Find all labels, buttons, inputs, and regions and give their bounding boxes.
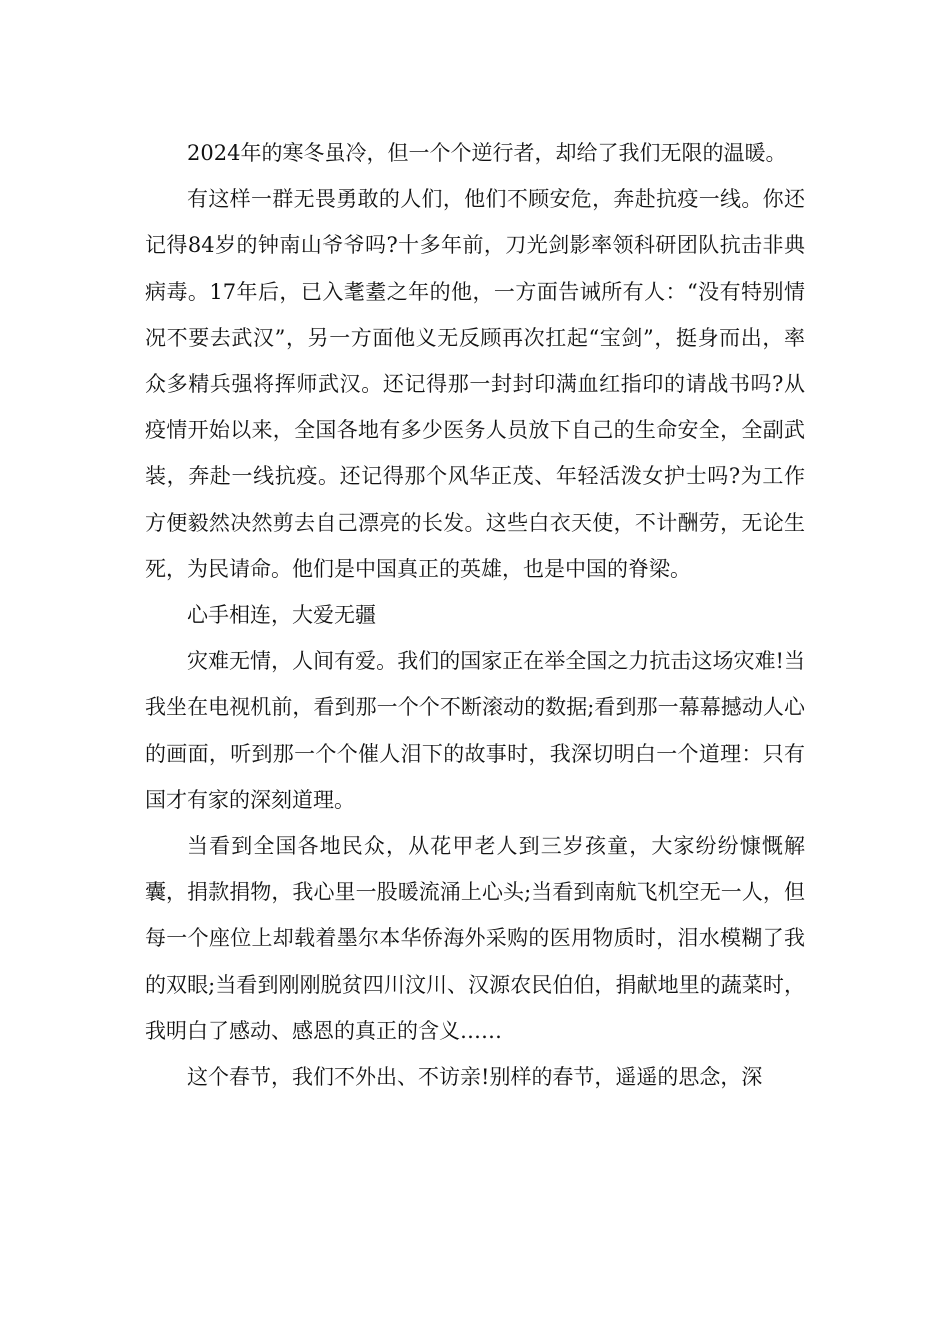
paragraph-spring-festival: 这个春节，我们不外出、不访亲!别样的春节，遥遥的思念，深: [187, 1065, 763, 1090]
document-body: [145, 130, 805, 1100]
paragraph-donations: 当看到全国各地民众，从花甲老人到三岁孩童，大家纷纷慷慨解囊，捐款捐物，我心里一股暖流涌上心头;当看到南航飞机空无一人，但每一个座位上却载着墨尔本华侨海外采购的医用物质时，泪水模糊了我的双眼;当看到刚刚脱贫四川汶川、汉源农民伯伯，捐献地里的蔬菜时，我明白了感动、感恩的真正的含义……: [145, 834, 805, 1043]
paragraph-heroes: 有这样一群无畏勇敢的人们，他们不顾安危，奔赴抗疫一线。你还记得84岁的钟南山爷爷吗?十多年前，刀光剑影率领科研团队抗击非典病毒。17年后，已入耄耋之年的他，一方面告诫所有人：“没有特别情况不要去武汉”，另一方面他义无反顾再次扛起“宝剑”，挺身而出，率众多精兵强将挥师武汉。还记得那一封封印满血红指印的请战书吗?从疫情开始以来，全国各地有多少医务人员放下自己的生命安全，全副武装，奔赴一线抗疫。还记得那个风华正茂、年轻活泼女护士吗?为工作方便毅然决然剪去自己漂亮的长发。这些白衣天使，不计酬劳，无论生死，为民请命。他们是中国真正的英雄，也是中国的脊梁。: [145, 187, 805, 581]
paragraph-disaster: 灾难无情，人间有爱。我们的国家正在举全国之力抗击这场灾难!当我坐在电视机前，看到那一个个不断滚动的数据;看到那一幕幕撼动人心的画面，听到那一个个催人泪下的故事时，我深切明白一个道理：只有国才有家的深刻道理。: [145, 649, 805, 812]
section-heading: 心手相连，大爱无疆: [187, 603, 376, 628]
paragraph-intro: 2024年的寒冬虽冷，但一个个逆行者，却给了我们无限的温暖。: [187, 141, 787, 165]
